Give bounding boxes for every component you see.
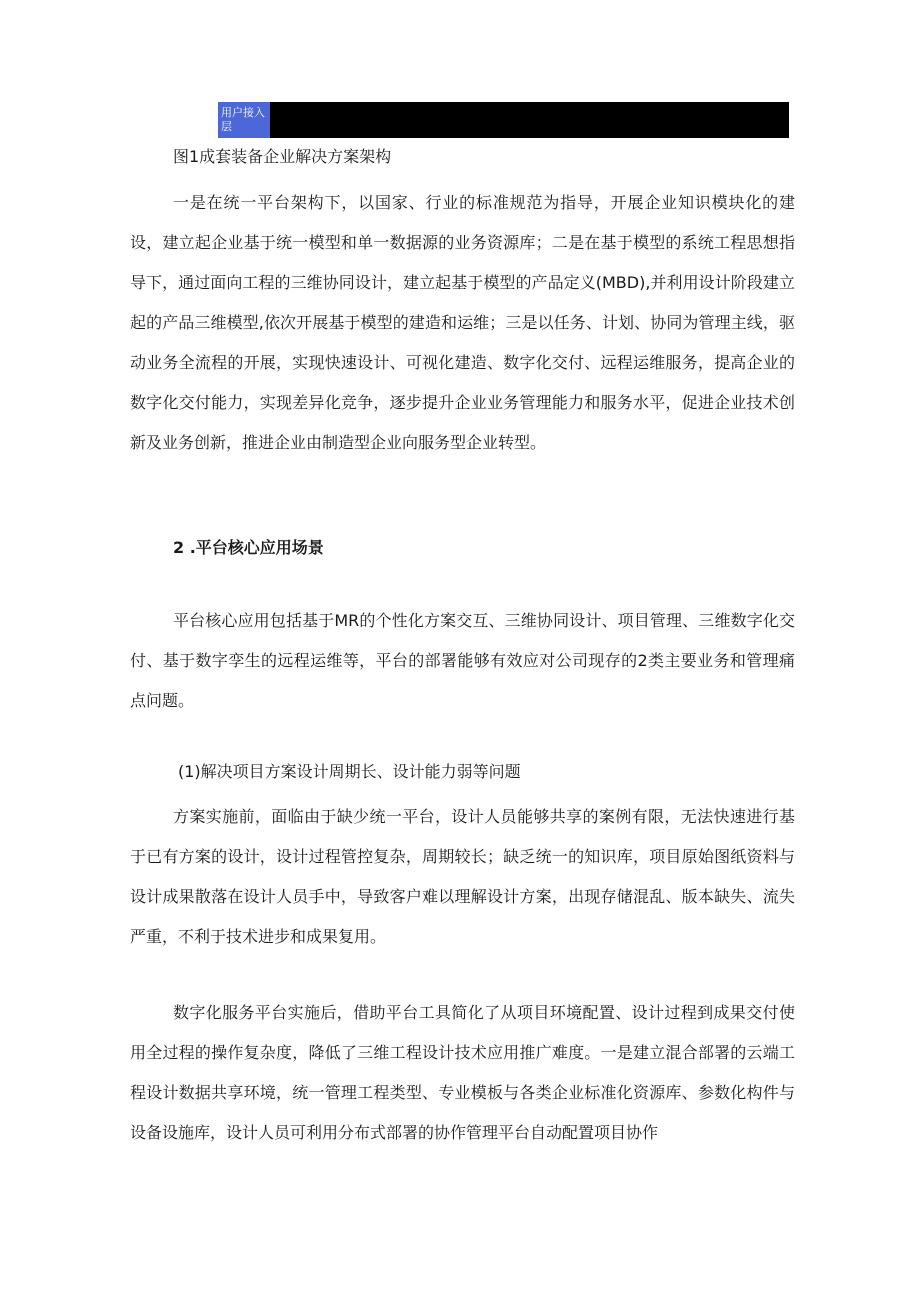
figure-caption: 图1成套装备企业解决方案架构 [173,147,392,166]
section-heading: 2 .平台核心应用场景 [173,538,324,557]
after-implementation-paragraph: 数字化服务平台实施后，借助平台工具简化了从项目环境配置、设计过程到成果交付使用全过程的操作复杂度，降低了三维工程设计技术应用推广难度。一是建立混合部署的云端工程设计数据共享环境，统一管理工程类型、专业模板与各类企业标准化资源库、参数化构件与设备设施库，设计人员可利用分布式部署的协作管理平台自动配置项目协作 [130,1003,795,1142]
intro-paragraph: 一是在统一平台架构下，以国家、行业的标准规范为指导，开展企业知识模块化的建设，建立起企业基于统一模型和单一数据源的业务资源库；二是在基于模型的系统工程思想指导下，通过面向工程的三维协同设计，建立起基于模型的产品定义(MBD),并利用设计阶段建立起的产品三维模型,依次开展基于模型的建造和运维；三是以任务、计划、协同为管理主线，驱动业务全流程的开展，实现快速设计、可视化建造、数字化交付、远程运维服务，提高企业的数字化交付能力，实现差异化竞争，逐步提升企业业务管理能力和服务水平，促进企业技术创新及业务创新，推进企业由制造型企业向服务型企业转型。 [130,193,795,452]
figure-layer-label: 用户接入层 [218,102,270,138]
core-apps-paragraph: 平台核心应用包括基于MR的个性化方案交互、三维协同设计、项目管理、三维数字化交付、基于数字孪生的远程运维等，平台的部署能够有效应对公司现存的2类主要业务和管理痛点问题。 [130,611,795,710]
before-implementation-paragraph: 方案实施前，面临由于缺少统一平台，设计人员能够共享的案例有限，无法快速进行基于已有方案的设计，设计过程管控复杂，周期较长；缺乏统一的知识库，项目原始图纸资料与设计成果散落在设计人员手中，导致客户难以理解设计方案，出现存储混乱、版本缺失、流失严重，不利于技术进步和成果复用。 [130,807,795,946]
architecture-figure [218,102,789,138]
sub-heading: (1)解决项目方案设计周期长、设计能力弱等问题 [178,762,521,781]
